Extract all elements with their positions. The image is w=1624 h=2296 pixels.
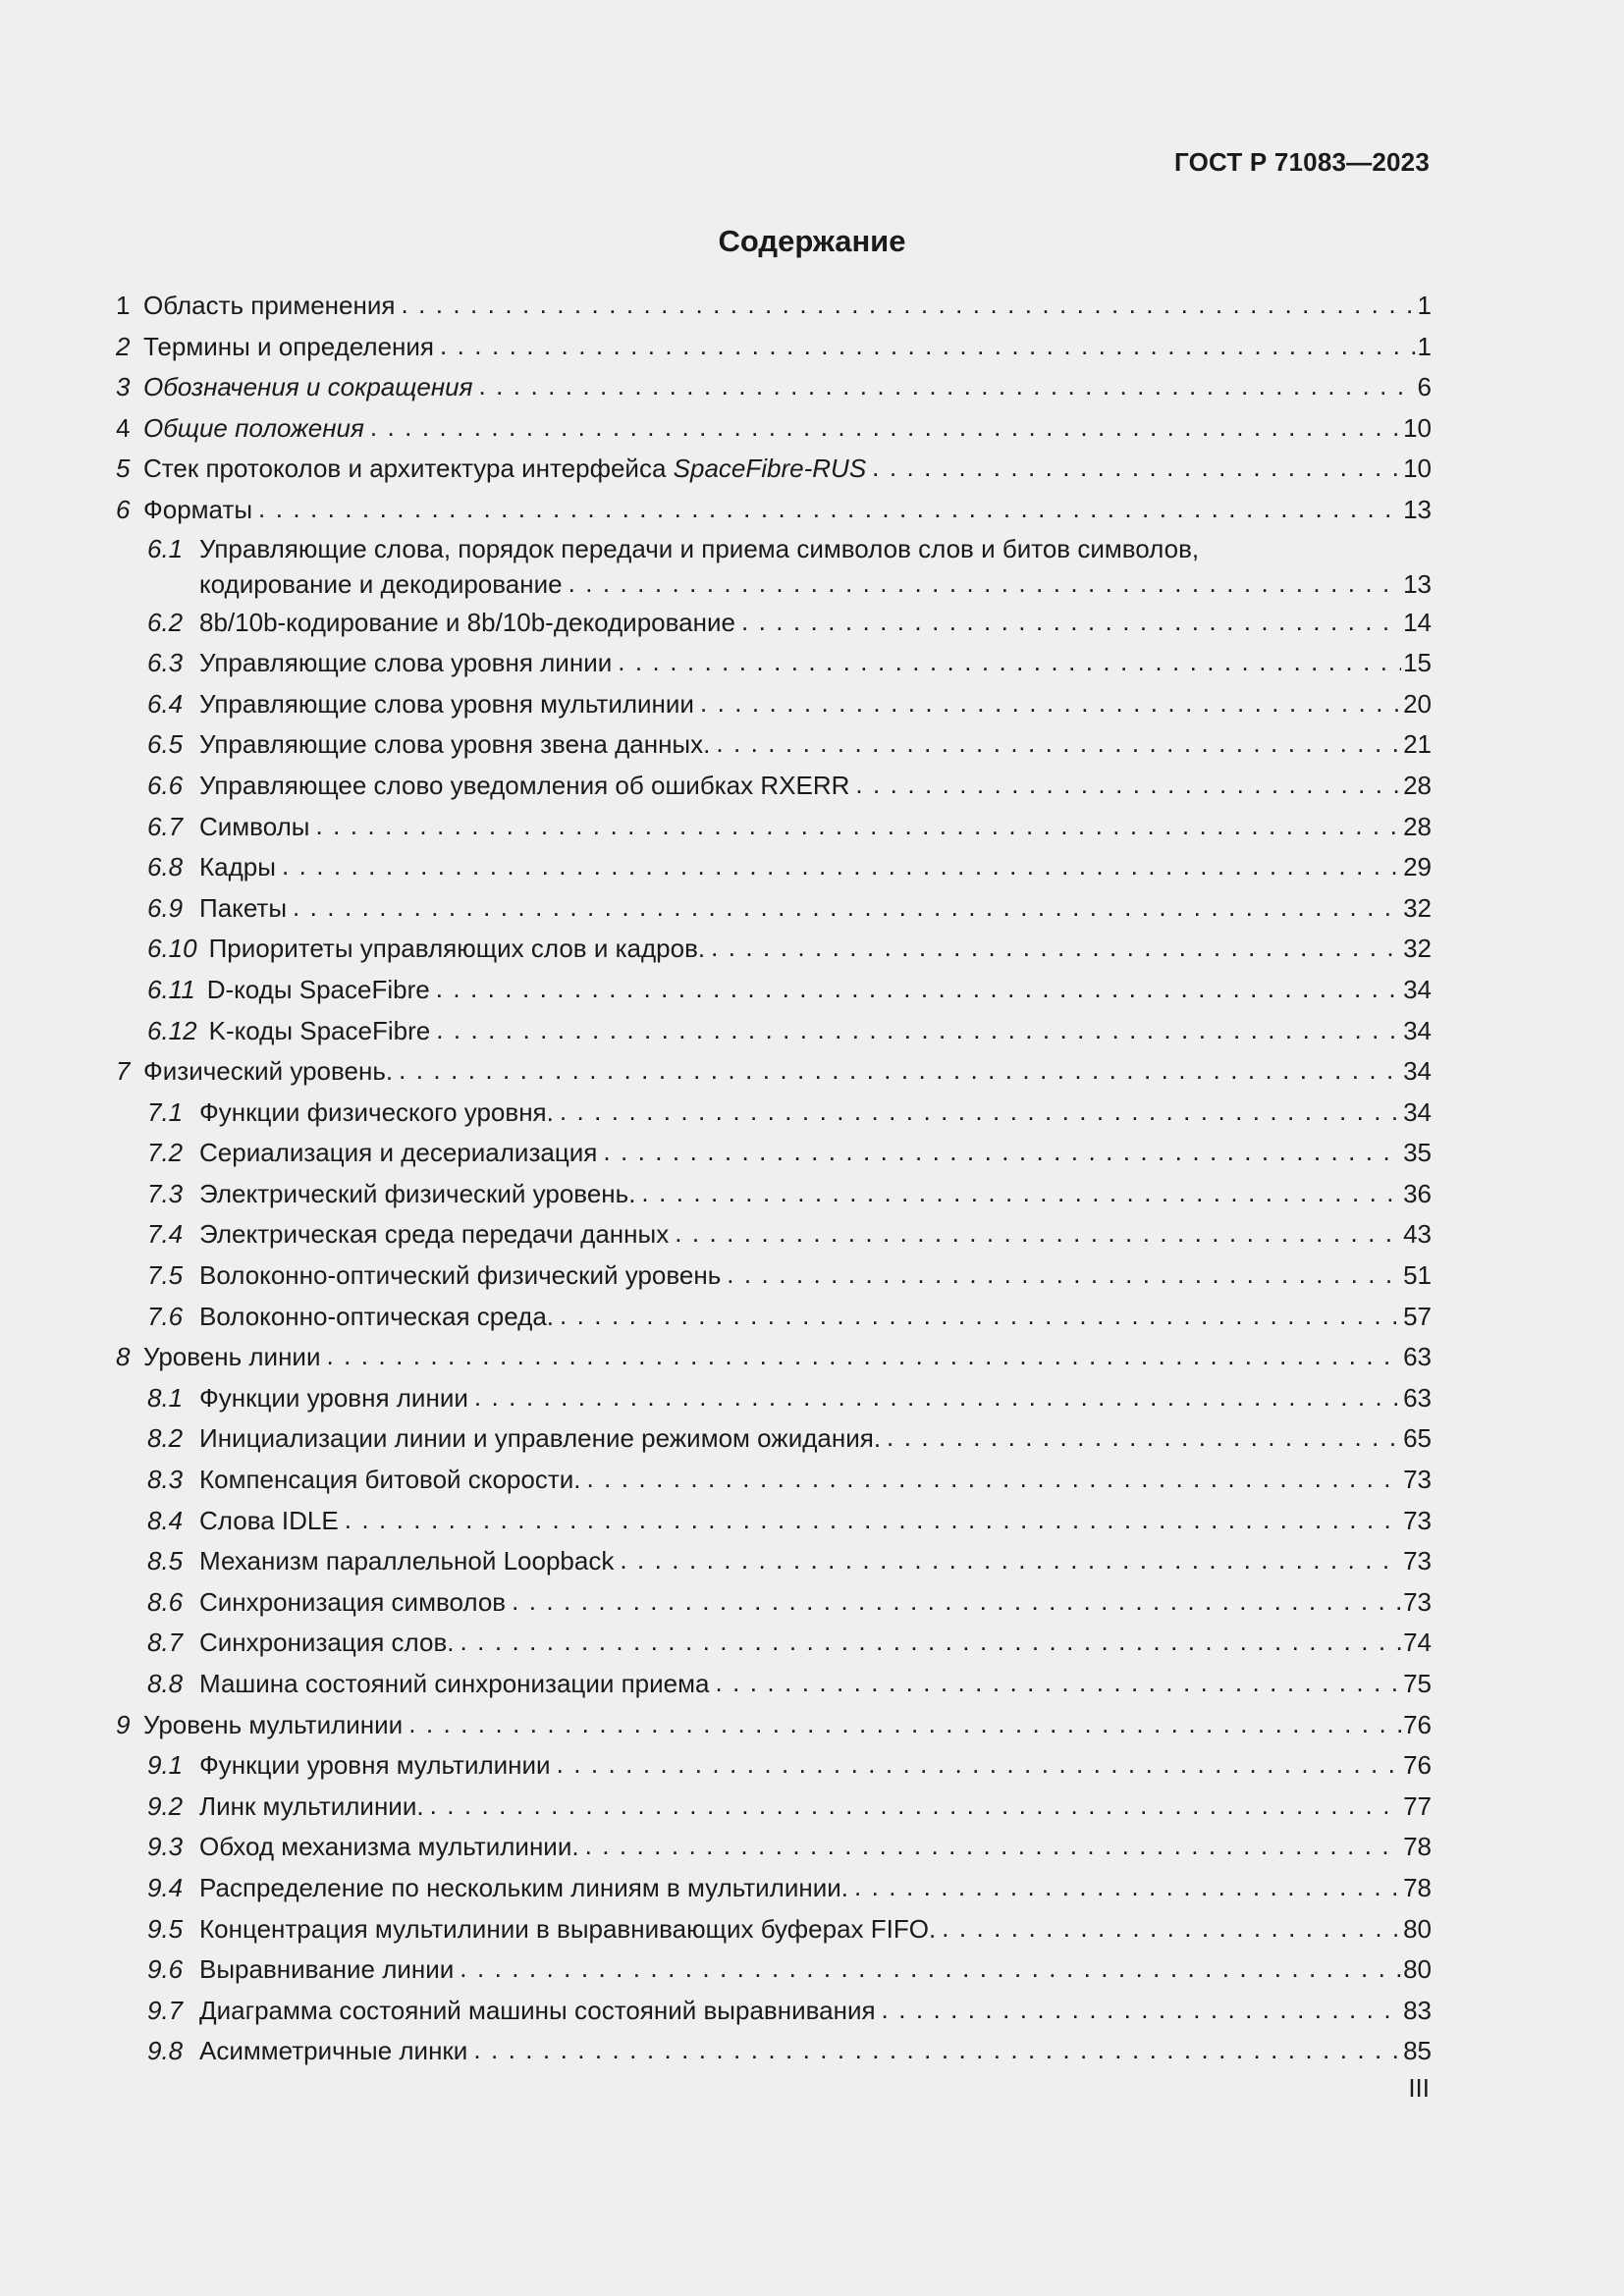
dot-leader [474, 1377, 1401, 1418]
toc-title-text: Синхронизация символов [199, 1586, 507, 1617]
toc-section-number: 9.6 [147, 1954, 184, 1985]
toc-entry[interactable] [116, 807, 1432, 848]
toc-section-number: 9 [116, 1709, 131, 1739]
toc-section-title [199, 888, 287, 930]
toc-page-number: 13 [1403, 494, 1432, 524]
toc-section-title [199, 1582, 506, 1624]
toc-entry[interactable] [116, 766, 1432, 807]
toc-entry[interactable] [116, 1991, 1432, 2032]
toc-page-number: 29 [1403, 852, 1432, 882]
toc-section-number: 8.5 [147, 1546, 184, 1576]
toc-section-number: 6.8 [147, 852, 184, 882]
toc-section-title [143, 408, 364, 450]
dot-leader [282, 846, 1401, 887]
toc-entry[interactable] [116, 1949, 1432, 1991]
toc-section-title [199, 1787, 424, 1828]
toc-section-title [199, 531, 1199, 566]
toc-title-text: Управляющие слова уровня звена данных. [199, 729, 711, 760]
toc-title-text: Распределение по нескольким линиям в мультилинии. [199, 1872, 849, 1902]
toc-title-text: Механизм параллельной Loopback [199, 1546, 615, 1576]
toc-section-number: 8.8 [147, 1669, 184, 1698]
toc-section-title [199, 603, 735, 644]
toc-page-number: 34 [1403, 974, 1432, 1004]
toc-section-title [199, 643, 612, 684]
toc-section-title [207, 970, 430, 1011]
toc-section-title [199, 684, 694, 725]
toc-title-text: Функции уровня линии [199, 1382, 468, 1413]
toc-entry[interactable] [116, 367, 1432, 408]
toc-section-number: 8.7 [147, 1628, 184, 1658]
dot-leader [872, 448, 1401, 489]
toc-section-title [199, 1909, 936, 1950]
toc-title-emphasis: SpaceFibre-RUS [673, 454, 867, 484]
toc-section-number: 9.3 [147, 1832, 184, 1862]
toc-page-number: 57 [1403, 1301, 1432, 1331]
toc-section-number: 8.3 [147, 1465, 184, 1495]
dot-leader [436, 1010, 1401, 1051]
toc-title-text: Уровень линии [143, 1342, 321, 1372]
toc-title-text: Форматы [143, 494, 253, 524]
toc-section-number: 7.3 [147, 1178, 184, 1208]
toc-entry[interactable] [116, 1214, 1432, 1255]
toc-section-title [199, 847, 276, 888]
dot-leader [440, 326, 1416, 367]
dot-leader [741, 602, 1401, 643]
toc-page-number: 80 [1403, 1954, 1432, 1985]
toc-title-text: Инициализации линии и управление режимом ожидания. [199, 1423, 882, 1454]
toc-page-number: 1 [1417, 331, 1432, 361]
toc-section-number: 5 [116, 454, 131, 484]
toc-entry[interactable] [116, 1745, 1432, 1787]
toc-entry[interactable] [116, 1378, 1432, 1419]
dot-leader [460, 1949, 1401, 1990]
toc-section-number: 7.6 [147, 1301, 184, 1331]
toc-title-text: Управляющие слова, порядок передачи и приема символов слов и битов символов, [199, 533, 1200, 563]
toc-entry[interactable] [116, 1460, 1432, 1501]
toc-title-text: Асимметричные линки [199, 2036, 468, 2066]
toc-page-number: 85 [1403, 2036, 1432, 2066]
toc-entry[interactable] [116, 408, 1432, 450]
dot-leader [408, 1704, 1401, 1745]
toc-page-number: 1 [1417, 291, 1432, 320]
toc-entry[interactable] [116, 1582, 1432, 1624]
toc-entry[interactable] [116, 1787, 1432, 1828]
toc-page-number: 34 [1403, 1056, 1432, 1087]
toc-section-number: 6.3 [147, 648, 184, 678]
toc-entry[interactable] [116, 929, 1432, 970]
toc-title-text: Обозначения и сокращения [143, 372, 473, 402]
toc-section-number: 9.5 [147, 1913, 184, 1944]
toc-section-number: 6.4 [147, 688, 184, 719]
toc-title-text: Сериализация и десериализация [199, 1138, 598, 1168]
toc-entry[interactable] [116, 327, 1432, 368]
toc-page-number: 76 [1403, 1709, 1432, 1739]
toc-title-text: Управляющие слова уровня мультилинии [199, 688, 694, 719]
toc-section-title [143, 1337, 320, 1378]
toc-section-number: 6.11 [147, 974, 195, 1004]
dot-leader [715, 1663, 1401, 1704]
toc-page-number: 75 [1403, 1669, 1432, 1698]
dot-leader [430, 1786, 1401, 1827]
toc-section-title [199, 807, 309, 848]
toc-entry[interactable] [116, 1909, 1432, 1950]
dot-leader [258, 489, 1401, 530]
toc-section-number: 6.12 [147, 1015, 197, 1045]
toc-section-title [199, 1623, 455, 1664]
toc-entry[interactable] [116, 847, 1432, 888]
toc-title-text: Термины и определения [143, 331, 435, 361]
toc-entry[interactable] [116, 1541, 1432, 1582]
dot-leader [586, 1459, 1401, 1500]
toc-section-number: 9.8 [147, 2036, 184, 2066]
toc-section-title [199, 1827, 579, 1868]
toc-page-number: 34 [1403, 1096, 1432, 1127]
toc-section-number: 1 [116, 291, 131, 320]
toc-entry[interactable] [116, 1297, 1432, 1338]
toc-section-number: 4 [116, 412, 131, 443]
toc-title-text: Кадры [199, 852, 276, 882]
toc-page-number: 28 [1403, 770, 1432, 800]
toc-section-title [199, 1133, 597, 1174]
dot-leader [675, 1213, 1401, 1255]
toc-section-number: 3 [116, 372, 131, 402]
toc-page-number: 63 [1403, 1382, 1432, 1413]
dot-leader [460, 1622, 1402, 1663]
dot-leader [603, 1132, 1401, 1173]
toc-section-title [199, 1541, 614, 1582]
toc-section-title [209, 1011, 431, 1052]
dot-leader [370, 407, 1401, 449]
toc-section-number: 6 [116, 494, 131, 524]
toc-entry[interactable] [116, 1051, 1432, 1093]
toc-section-title [199, 1745, 551, 1787]
toc-entry[interactable] [116, 970, 1432, 1011]
toc-section-number: 7.2 [147, 1138, 184, 1168]
toc-entry[interactable] [116, 1623, 1432, 1664]
toc-page-number: 73 [1403, 1465, 1432, 1495]
toc-entry[interactable] [116, 1418, 1432, 1460]
toc-entry[interactable] [116, 1255, 1432, 1297]
toc-entry[interactable] [116, 1093, 1432, 1134]
toc-section-number: 8.6 [147, 1586, 184, 1617]
toc-section-title [199, 1378, 468, 1419]
toc-page-number: 65 [1403, 1423, 1432, 1454]
toc-section-number: 2 [116, 331, 131, 361]
toc-section-number: 7.1 [147, 1096, 184, 1127]
toc-title-text: Электрическая среда передачи данных [199, 1219, 670, 1250]
toc-section-number: 7 [116, 1056, 131, 1087]
toc-section-number: 6.1 [147, 533, 184, 563]
dot-leader [855, 765, 1401, 806]
toc-page-number: 21 [1403, 729, 1432, 760]
dot-leader [641, 1173, 1401, 1214]
toc-section-title [199, 2031, 467, 2072]
toc-title-text: Управляющие слова уровня линии [199, 648, 613, 678]
toc-entry[interactable] [116, 684, 1432, 725]
toc-section-title [199, 1664, 709, 1705]
toc-section-title [143, 286, 395, 327]
toc-page-number: 51 [1403, 1260, 1432, 1291]
toc-entry[interactable] [116, 1501, 1432, 1542]
toc-entry[interactable] [116, 286, 1432, 327]
toc-title-text: Компенсация битовой скорости. [199, 1465, 581, 1495]
toc-entry[interactable] [116, 1827, 1432, 1868]
toc-entry[interactable] [116, 1174, 1432, 1215]
toc-page-number: 13 [1403, 568, 1432, 599]
dot-leader [887, 1417, 1401, 1459]
toc-section-number: 9.4 [147, 1872, 184, 1902]
dot-leader [560, 1296, 1401, 1337]
toc-page-number: 36 [1403, 1178, 1432, 1208]
toc-section-title [199, 724, 710, 766]
toc-title-text: Диаграмма состояний машины состояний выравнивания [199, 1995, 876, 2025]
dot-leader [560, 1092, 1401, 1133]
toc-section-title [143, 449, 866, 490]
toc-title-text: Управляющее слово уведомления об ошибках RXERR [199, 770, 850, 800]
toc-section-title [199, 1991, 876, 2032]
toc-title-text: K-коды SpaceFibre [208, 1015, 431, 1045]
toc-title-text: Концентрация мультилинии в выравнивающих буферах FIFO. [199, 1913, 937, 1944]
toc-title-text: Функции уровня мультилинии [199, 1750, 551, 1781]
toc-entry[interactable] [116, 2031, 1432, 2072]
dot-leader [711, 928, 1401, 969]
dot-leader [727, 1255, 1401, 1296]
toc-entry[interactable] [116, 1011, 1432, 1052]
toc-page-number: 10 [1403, 454, 1432, 484]
dot-leader [293, 887, 1401, 929]
toc-page-number: 35 [1403, 1138, 1432, 1168]
toc-title-text: Общие положения [143, 412, 364, 443]
toc-title-text: Машина состояний синхронизации приема [199, 1669, 710, 1698]
dot-leader [479, 366, 1416, 407]
toc-page-number: 6 [1417, 372, 1432, 402]
standard-designation: ГОСТ Р 71083—2023 [1174, 147, 1430, 177]
toc-title-text: Синхронизация слов. [199, 1628, 455, 1658]
toc-page-number: 14 [1403, 607, 1432, 637]
toc-title-text: Электрический физический уровень. [199, 1178, 636, 1208]
toc-section-number: 6.5 [147, 729, 184, 760]
toc-section-title [199, 1460, 580, 1501]
toc-entry[interactable] [116, 724, 1432, 766]
toc-section-number: 9.2 [147, 1790, 184, 1821]
toc-section-number: 7.5 [147, 1260, 184, 1291]
dot-leader [326, 1336, 1401, 1377]
page-title: Содержание [718, 224, 906, 258]
dot-leader [568, 565, 1401, 602]
toc-entry[interactable] [116, 603, 1432, 644]
dot-leader [436, 969, 1401, 1010]
toc-section-title-continued: кодирование и декодирование [199, 568, 563, 599]
page-number: III [1408, 2073, 1430, 2103]
toc-title-text: Линк мультилинии. [199, 1790, 424, 1821]
dot-leader [512, 1581, 1401, 1623]
dot-leader [399, 1050, 1401, 1092]
toc-section-title [209, 929, 706, 970]
toc-title-text: Приоритеты управляющих слов и кадров. [208, 934, 706, 964]
dot-leader [620, 1540, 1401, 1581]
toc-page-number: 83 [1403, 1995, 1432, 2025]
toc-page-number: 10 [1403, 412, 1432, 443]
toc-page-number: 32 [1403, 892, 1432, 923]
toc-section-title [199, 1418, 881, 1460]
toc-page-number: 74 [1403, 1628, 1432, 1658]
toc-title-text: Слова IDLE [199, 1505, 339, 1535]
dot-leader [473, 2030, 1401, 2071]
toc-section-title [199, 1174, 635, 1215]
toc-entry[interactable] [116, 1705, 1432, 1746]
dot-leader [401, 285, 1415, 326]
toc-entry[interactable] [116, 490, 1432, 531]
toc-title-text: Уровень мультилинии [143, 1709, 404, 1739]
toc-page-number: 77 [1403, 1790, 1432, 1821]
dot-leader [716, 723, 1401, 765]
toc-entry[interactable] [116, 566, 1432, 603]
toc-section-title [199, 1501, 339, 1542]
toc-section-number: 6.10 [147, 934, 197, 964]
toc-title-text: Волоконно-оптический физический уровень [199, 1260, 722, 1291]
dot-leader [854, 1867, 1401, 1908]
toc-entry[interactable] [116, 1664, 1432, 1705]
toc-page-number: 78 [1403, 1832, 1432, 1862]
toc-section-title [199, 1297, 554, 1338]
toc-entry[interactable] [116, 643, 1432, 684]
toc-page-number: 34 [1403, 1015, 1432, 1045]
toc-section-number: 8.4 [147, 1505, 184, 1535]
toc-section-number: 6.7 [147, 811, 184, 841]
toc-title-text: Символы [199, 811, 310, 841]
dot-leader [315, 806, 1401, 847]
toc-entry[interactable] [116, 1868, 1432, 1909]
toc-section-title [143, 1705, 403, 1746]
toc-page-number: 63 [1403, 1342, 1432, 1372]
toc-page-number: 73 [1403, 1586, 1432, 1617]
toc-title-text: 8b/10b-кодирование и 8b/10b-декодирование [199, 607, 735, 637]
toc-page-number: 78 [1403, 1872, 1432, 1902]
toc-section-title [199, 766, 849, 807]
toc-entry[interactable] [116, 531, 1432, 566]
toc-section-number: 9.1 [147, 1750, 184, 1781]
toc-section-title [143, 1051, 393, 1093]
toc-title-text: Стек протоколов и архитектура интерфейса [143, 454, 667, 484]
toc-section-number: 9.7 [147, 1995, 184, 2025]
toc-section-number: 6.6 [147, 770, 184, 800]
toc-section-title [199, 1949, 454, 1991]
dot-leader [700, 683, 1401, 724]
toc-page-number: 43 [1403, 1219, 1432, 1250]
toc-page-number: 20 [1403, 688, 1432, 719]
toc-title-text: Пакеты [199, 892, 288, 923]
toc-section-number: 7.4 [147, 1219, 184, 1250]
toc-section-title [199, 1093, 554, 1134]
toc-title-text: Выравнивание линии [199, 1954, 455, 1985]
toc-title-text: D-коды SpaceFibre [206, 974, 430, 1004]
toc-page-number: 80 [1403, 1913, 1432, 1944]
dot-leader [345, 1500, 1401, 1541]
dot-leader [942, 1908, 1401, 1949]
toc-title-text: Физический уровень. [143, 1056, 394, 1087]
toc-section-title [143, 367, 473, 408]
toc-entry[interactable] [116, 888, 1432, 930]
toc-page-number: 73 [1403, 1505, 1432, 1535]
toc-page-number: 15 [1403, 648, 1432, 678]
toc-section-number: 8 [116, 1342, 131, 1372]
toc-section-title [143, 327, 434, 368]
toc-section-title [199, 1255, 721, 1297]
toc-section-title [199, 1214, 669, 1255]
toc-section-number: 6.9 [147, 892, 184, 923]
dot-leader [585, 1826, 1402, 1867]
toc-section-title [143, 490, 252, 531]
toc-page-number: 28 [1403, 811, 1432, 841]
dot-leader [557, 1744, 1402, 1786]
toc-page-number: 76 [1403, 1750, 1432, 1781]
toc-entry[interactable] [116, 1337, 1432, 1378]
toc-section-number: 6.2 [147, 607, 184, 637]
toc-entry[interactable] [116, 1133, 1432, 1174]
toc-section-number: 8.2 [147, 1423, 184, 1454]
toc-title-text: Волоконно-оптическая среда. [199, 1301, 555, 1331]
toc-title-text: Область применения [143, 291, 396, 320]
dot-leader [882, 1990, 1402, 2031]
toc-section-number: 8.1 [147, 1382, 184, 1413]
dot-leader [618, 642, 1401, 683]
toc-title-text: Функции физического уровня. [199, 1096, 554, 1127]
toc-page-number: 73 [1403, 1546, 1432, 1576]
toc-page-number: 32 [1403, 934, 1432, 964]
toc-title-text: Обход механизма мультилинии. [199, 1832, 579, 1862]
toc-section-title [199, 1868, 848, 1909]
toc-entry[interactable] [116, 449, 1432, 490]
table-of-contents [116, 286, 1432, 2072]
